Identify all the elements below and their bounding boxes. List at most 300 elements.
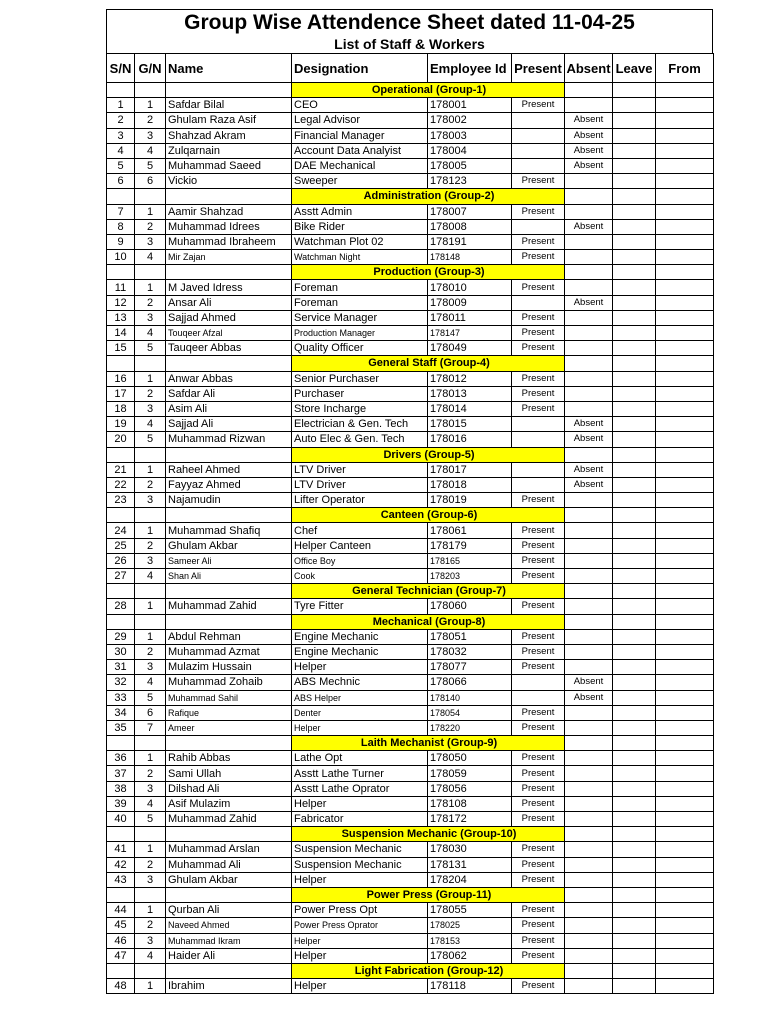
from-cell [656, 113, 714, 128]
from-cell [656, 766, 714, 781]
absent-status [565, 918, 613, 933]
employee-name: Shahzad Akram [166, 128, 292, 143]
leave-cell [613, 675, 656, 690]
present-status [512, 295, 565, 310]
present-status: Present [512, 538, 565, 553]
group-header-row [107, 189, 714, 204]
table-row [107, 386, 714, 401]
employee-name: Vickio [166, 174, 292, 189]
absent-status [565, 250, 613, 265]
present-status: Present [512, 386, 565, 401]
present-status: Present [512, 401, 565, 416]
absent-status [565, 599, 613, 614]
employee-designation: Cook [292, 569, 428, 584]
serial-number: 41 [107, 842, 135, 857]
from-cell [656, 250, 714, 265]
table-row [107, 234, 714, 249]
absent-status: Absent [565, 417, 613, 432]
leave-cell [613, 796, 656, 811]
serial-number: 35 [107, 720, 135, 735]
table-row [107, 979, 714, 994]
serial-number: 29 [107, 629, 135, 644]
empty-cell [166, 827, 292, 842]
absent-status [565, 842, 613, 857]
leave-cell [613, 903, 656, 918]
empty-cell [107, 887, 135, 902]
employee-designation: Legal Advisor [292, 113, 428, 128]
employee-name: Anwar Abbas [166, 371, 292, 386]
absent-status: Absent [565, 295, 613, 310]
present-status [512, 462, 565, 477]
absent-status [565, 629, 613, 644]
employee-name: Sami Ullah [166, 766, 292, 781]
employee-name: Muhammad Saeed [166, 158, 292, 173]
from-cell [656, 569, 714, 584]
from-cell [656, 326, 714, 341]
leave-cell [613, 781, 656, 796]
present-status [512, 158, 565, 173]
serial-number: 7 [107, 204, 135, 219]
serial-number: 47 [107, 948, 135, 963]
empty-cell [656, 189, 714, 204]
group-number: 6 [135, 174, 166, 189]
serial-number: 6 [107, 174, 135, 189]
table-row [107, 781, 714, 796]
employee-id: 178004 [428, 143, 512, 158]
col-header-gn: G/N [135, 54, 166, 83]
from-cell [656, 310, 714, 325]
present-status: Present [512, 781, 565, 796]
group-number: 1 [135, 523, 166, 538]
from-cell [656, 280, 714, 295]
empty-cell [107, 584, 135, 599]
table-row [107, 538, 714, 553]
empty-cell [166, 963, 292, 978]
leave-cell [613, 493, 656, 508]
empty-cell [565, 827, 613, 842]
absent-status [565, 644, 613, 659]
employee-id: 178018 [428, 477, 512, 492]
employee-designation: Helper [292, 796, 428, 811]
employee-designation: Lifter Operator [292, 493, 428, 508]
empty-cell [565, 963, 613, 978]
col-header-employee-id: Employee Id [428, 54, 512, 83]
group-number: 6 [135, 705, 166, 720]
employee-designation: Lathe Opt [292, 751, 428, 766]
serial-number: 28 [107, 599, 135, 614]
leave-cell [613, 523, 656, 538]
serial-number: 3 [107, 128, 135, 143]
employee-id: 178123 [428, 174, 512, 189]
absent-status [565, 280, 613, 295]
employee-id: 178056 [428, 781, 512, 796]
leave-cell [613, 872, 656, 887]
group-number: 3 [135, 234, 166, 249]
leave-cell [613, 432, 656, 447]
group-number: 2 [135, 918, 166, 933]
from-cell [656, 842, 714, 857]
absent-status [565, 796, 613, 811]
employee-name: Mir Zajan [166, 250, 292, 265]
leave-cell [613, 812, 656, 827]
employee-designation: Purchaser [292, 386, 428, 401]
table-row [107, 644, 714, 659]
serial-number: 48 [107, 979, 135, 994]
present-status: Present [512, 842, 565, 857]
table-row [107, 948, 714, 963]
employee-id: 178148 [428, 250, 512, 265]
empty-cell [613, 265, 656, 280]
empty-cell [135, 265, 166, 280]
empty-cell [107, 736, 135, 751]
present-status: Present [512, 326, 565, 341]
empty-cell [565, 83, 613, 98]
employee-name: Ameer [166, 720, 292, 735]
group-header-row [107, 356, 714, 371]
table-row [107, 629, 714, 644]
employee-id: 178014 [428, 401, 512, 416]
employee-name: Sameer Ali [166, 553, 292, 568]
employee-name: Muhammad Rizwan [166, 432, 292, 447]
empty-cell [565, 614, 613, 629]
from-cell [656, 796, 714, 811]
employee-designation: Denter [292, 705, 428, 720]
absent-status [565, 326, 613, 341]
absent-status: Absent [565, 477, 613, 492]
from-cell [656, 553, 714, 568]
empty-cell [135, 508, 166, 523]
employee-name: Muhammad Zahid [166, 599, 292, 614]
group-header-row [107, 265, 714, 280]
group-number: 4 [135, 326, 166, 341]
empty-cell [107, 963, 135, 978]
table-row [107, 705, 714, 720]
empty-cell [613, 508, 656, 523]
employee-name: Touqeer Afzal [166, 326, 292, 341]
employee-name: Muhammad Ikram [166, 933, 292, 948]
serial-number: 34 [107, 705, 135, 720]
leave-cell [613, 538, 656, 553]
employee-id: 178011 [428, 310, 512, 325]
employee-name: Aamir Shahzad [166, 204, 292, 219]
empty-cell [166, 614, 292, 629]
employee-name: Najamudin [166, 493, 292, 508]
employee-designation: Financial Manager [292, 128, 428, 143]
present-status: Present [512, 903, 565, 918]
serial-number: 43 [107, 872, 135, 887]
employee-designation: Suspension Mechanic [292, 857, 428, 872]
employee-id: 178051 [428, 629, 512, 644]
leave-cell [613, 705, 656, 720]
leave-cell [613, 462, 656, 477]
employee-designation: Power Press Opt [292, 903, 428, 918]
serial-number: 23 [107, 493, 135, 508]
from-cell [656, 857, 714, 872]
group-number: 1 [135, 903, 166, 918]
from-cell [656, 933, 714, 948]
leave-cell [613, 401, 656, 416]
absent-status [565, 812, 613, 827]
from-cell [656, 629, 714, 644]
employee-id: 178153 [428, 933, 512, 948]
empty-cell [166, 736, 292, 751]
leave-cell [613, 751, 656, 766]
present-status [512, 432, 565, 447]
serial-number: 9 [107, 234, 135, 249]
employee-name: Muhammad Shafiq [166, 523, 292, 538]
empty-cell [656, 508, 714, 523]
present-status: Present [512, 493, 565, 508]
empty-cell [135, 827, 166, 842]
group-number: 1 [135, 280, 166, 295]
from-cell [656, 948, 714, 963]
table-body [107, 83, 714, 994]
employee-name: Zulqarnain [166, 143, 292, 158]
from-cell [656, 295, 714, 310]
employee-designation: Asstt Lathe Oprator [292, 781, 428, 796]
present-status: Present [512, 174, 565, 189]
employee-id: 178009 [428, 295, 512, 310]
absent-status [565, 872, 613, 887]
employee-name: Tauqeer Abbas [166, 341, 292, 356]
serial-number: 39 [107, 796, 135, 811]
group-header-row [107, 584, 714, 599]
from-cell [656, 690, 714, 705]
present-status [512, 690, 565, 705]
employee-designation: Helper [292, 979, 428, 994]
serial-number: 12 [107, 295, 135, 310]
group-name: Mechanical (Group-8) [292, 614, 565, 629]
serial-number: 10 [107, 250, 135, 265]
group-number: 1 [135, 462, 166, 477]
empty-cell [166, 265, 292, 280]
from-cell [656, 174, 714, 189]
present-status: Present [512, 812, 565, 827]
from-cell [656, 128, 714, 143]
employee-designation: Office Boy [292, 553, 428, 568]
employee-designation: Asstt Admin [292, 204, 428, 219]
present-status: Present [512, 918, 565, 933]
employee-name: Shan Ali [166, 569, 292, 584]
employee-name: Raheel Ahmed [166, 462, 292, 477]
sheet-subtitle: List of Staff & Workers [106, 36, 713, 53]
employee-designation: Bike Rider [292, 219, 428, 234]
empty-cell [656, 265, 714, 280]
absent-status: Absent [565, 128, 613, 143]
empty-cell [135, 356, 166, 371]
empty-cell [613, 83, 656, 98]
employee-id: 178010 [428, 280, 512, 295]
empty-cell [135, 614, 166, 629]
table-row [107, 872, 714, 887]
present-status [512, 417, 565, 432]
absent-status [565, 401, 613, 416]
employee-name: Rahib Abbas [166, 751, 292, 766]
present-status: Present [512, 569, 565, 584]
employee-id: 178019 [428, 493, 512, 508]
from-cell [656, 660, 714, 675]
leave-cell [613, 250, 656, 265]
group-number: 3 [135, 933, 166, 948]
leave-cell [613, 979, 656, 994]
empty-cell [565, 265, 613, 280]
employee-designation: Electrician & Gen. Tech [292, 417, 428, 432]
employee-name: Mulazim Hussain [166, 660, 292, 675]
serial-number: 32 [107, 675, 135, 690]
group-name: Power Press (Group-11) [292, 887, 565, 902]
employee-designation: Chef [292, 523, 428, 538]
present-status: Present [512, 644, 565, 659]
present-status: Present [512, 933, 565, 948]
empty-cell [656, 963, 714, 978]
table-row [107, 842, 714, 857]
group-number: 1 [135, 599, 166, 614]
group-header-row [107, 736, 714, 751]
group-number: 1 [135, 371, 166, 386]
employee-name: Dilshad Ali [166, 781, 292, 796]
employee-id: 178007 [428, 204, 512, 219]
empty-cell [166, 584, 292, 599]
leave-cell [613, 341, 656, 356]
from-cell [656, 705, 714, 720]
leave-cell [613, 720, 656, 735]
employee-name: Muhammad Azmat [166, 644, 292, 659]
col-header-sn: S/N [107, 54, 135, 83]
employee-designation: Account Data Analyist [292, 143, 428, 158]
attendance-table [106, 53, 714, 994]
employee-designation: Senior Purchaser [292, 371, 428, 386]
empty-cell [613, 736, 656, 751]
group-header-row [107, 614, 714, 629]
empty-cell [107, 614, 135, 629]
leave-cell [613, 933, 656, 948]
empty-cell [166, 83, 292, 98]
from-cell [656, 720, 714, 735]
empty-cell [107, 827, 135, 842]
table-row [107, 401, 714, 416]
present-status: Present [512, 629, 565, 644]
group-number: 3 [135, 781, 166, 796]
serial-number: 37 [107, 766, 135, 781]
table-row [107, 690, 714, 705]
employee-id: 178012 [428, 371, 512, 386]
employee-designation: Fabricator [292, 812, 428, 827]
leave-cell [613, 918, 656, 933]
empty-cell [135, 83, 166, 98]
absent-status [565, 553, 613, 568]
absent-status [565, 538, 613, 553]
empty-cell [656, 736, 714, 751]
present-status: Present [512, 523, 565, 538]
employee-id: 178140 [428, 690, 512, 705]
employee-designation: Service Manager [292, 310, 428, 325]
employee-id: 178060 [428, 599, 512, 614]
group-number: 1 [135, 751, 166, 766]
from-cell [656, 781, 714, 796]
absent-status: Absent [565, 462, 613, 477]
employee-id: 178061 [428, 523, 512, 538]
from-cell [656, 234, 714, 249]
group-number: 2 [135, 857, 166, 872]
group-number: 5 [135, 690, 166, 705]
leave-cell [613, 948, 656, 963]
sheet-title: Group Wise Attendence Sheet dated 11-04-25 [106, 9, 713, 36]
absent-status [565, 98, 613, 113]
from-cell [656, 204, 714, 219]
table-row [107, 766, 714, 781]
present-status [512, 113, 565, 128]
leave-cell [613, 660, 656, 675]
leave-cell [613, 98, 656, 113]
employee-designation: Suspension Mechanic [292, 842, 428, 857]
from-cell [656, 523, 714, 538]
employee-name: Qurban Ali [166, 903, 292, 918]
table-row [107, 857, 714, 872]
employee-id: 178059 [428, 766, 512, 781]
present-status: Present [512, 98, 565, 113]
employee-name: Muhammad Idrees [166, 219, 292, 234]
empty-cell [166, 356, 292, 371]
header-row [107, 54, 714, 83]
absent-status: Absent [565, 690, 613, 705]
group-header-row [107, 447, 714, 462]
employee-name: Safdar Ali [166, 386, 292, 401]
group-number: 2 [135, 644, 166, 659]
empty-cell [107, 356, 135, 371]
serial-number: 42 [107, 857, 135, 872]
employee-id: 178025 [428, 918, 512, 933]
group-number: 2 [135, 295, 166, 310]
employee-name: M Javed Idress [166, 280, 292, 295]
table-row [107, 371, 714, 386]
leave-cell [613, 204, 656, 219]
present-status: Present [512, 979, 565, 994]
group-number: 4 [135, 569, 166, 584]
employee-id: 178147 [428, 326, 512, 341]
employee-name: Rafique [166, 705, 292, 720]
absent-status [565, 341, 613, 356]
col-header-leave: Leave [613, 54, 656, 83]
employee-name: Ghulam Akbar [166, 538, 292, 553]
employee-name: Muhammad Sahil [166, 690, 292, 705]
leave-cell [613, 644, 656, 659]
from-cell [656, 538, 714, 553]
serial-number: 13 [107, 310, 135, 325]
leave-cell [613, 158, 656, 173]
employee-id: 178030 [428, 842, 512, 857]
employee-designation: LTV Driver [292, 477, 428, 492]
employee-designation: Sweeper [292, 174, 428, 189]
from-cell [656, 979, 714, 994]
empty-cell [613, 614, 656, 629]
table-row [107, 341, 714, 356]
employee-name: Ghulam Raza Asif [166, 113, 292, 128]
employee-id: 178016 [428, 432, 512, 447]
group-number: 4 [135, 143, 166, 158]
leave-cell [613, 174, 656, 189]
empty-cell [135, 447, 166, 462]
employee-id: 178008 [428, 219, 512, 234]
empty-cell [166, 447, 292, 462]
table-row [107, 250, 714, 265]
leave-cell [613, 690, 656, 705]
present-status: Present [512, 250, 565, 265]
leave-cell [613, 766, 656, 781]
group-number: 3 [135, 401, 166, 416]
group-number: 4 [135, 948, 166, 963]
from-cell [656, 341, 714, 356]
serial-number: 1 [107, 98, 135, 113]
